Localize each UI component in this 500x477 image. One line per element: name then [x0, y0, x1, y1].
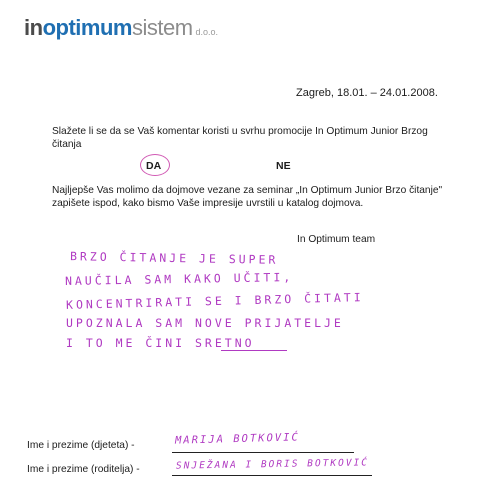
company-logo — [24, 15, 218, 41]
child-name-value: MARIJA BOTKOVIĆ — [174, 431, 300, 447]
parent-name-value: SNJEŽANA I BORIS BOTKOVIĆ — [175, 457, 370, 472]
date-line: Zagreb, 18.01. – 24.01.2008. — [296, 87, 438, 99]
comment-underline — [221, 350, 287, 351]
team-signature: In Optimum team — [297, 234, 376, 245]
feedback-request-text: Najljepše Vas molimo da dojmove vezane za seminar „In Optimum Junior Brzo čitanje" zapišete ispod, kako bismo Vaše impresije uvrstili u katalog dojmova. — [52, 185, 443, 209]
child-name-label: Ime i prezime (djeteta) - — [27, 440, 135, 451]
logo-suffix: d.o.o. — [195, 27, 219, 37]
comment-line-1: BRZO ČITANJE JE SUPER — [69, 249, 279, 267]
answer-no-option[interactable]: NE — [276, 160, 291, 172]
comment-line-2: NAUČILA SAM KAKO UČITI, — [64, 270, 294, 288]
consent-question: Slažete li se da se Vaš komentar koristi u svrhu promocije In Optimum Junior Brzog čitanja — [52, 126, 428, 150]
logo-part-optimum: optimum — [42, 15, 132, 40]
comment-line-4: UPOZNALA SAM NOVE PRIJATELJE — [66, 316, 344, 330]
comment-line-3: KONCENTRIRATI SE I BRZO ČITATI — [65, 290, 364, 312]
child-name-line — [172, 452, 354, 453]
answer-yes-option[interactable]: DA — [146, 160, 162, 172]
logo-part-sistem: sistem — [131, 15, 193, 40]
parent-name-label: Ime i prezime (roditelja) - — [27, 464, 140, 475]
parent-name-line — [172, 475, 372, 476]
logo-part-in: in — [24, 15, 43, 40]
comment-line-5: I TO ME ČINI SRETNO — [66, 336, 255, 350]
